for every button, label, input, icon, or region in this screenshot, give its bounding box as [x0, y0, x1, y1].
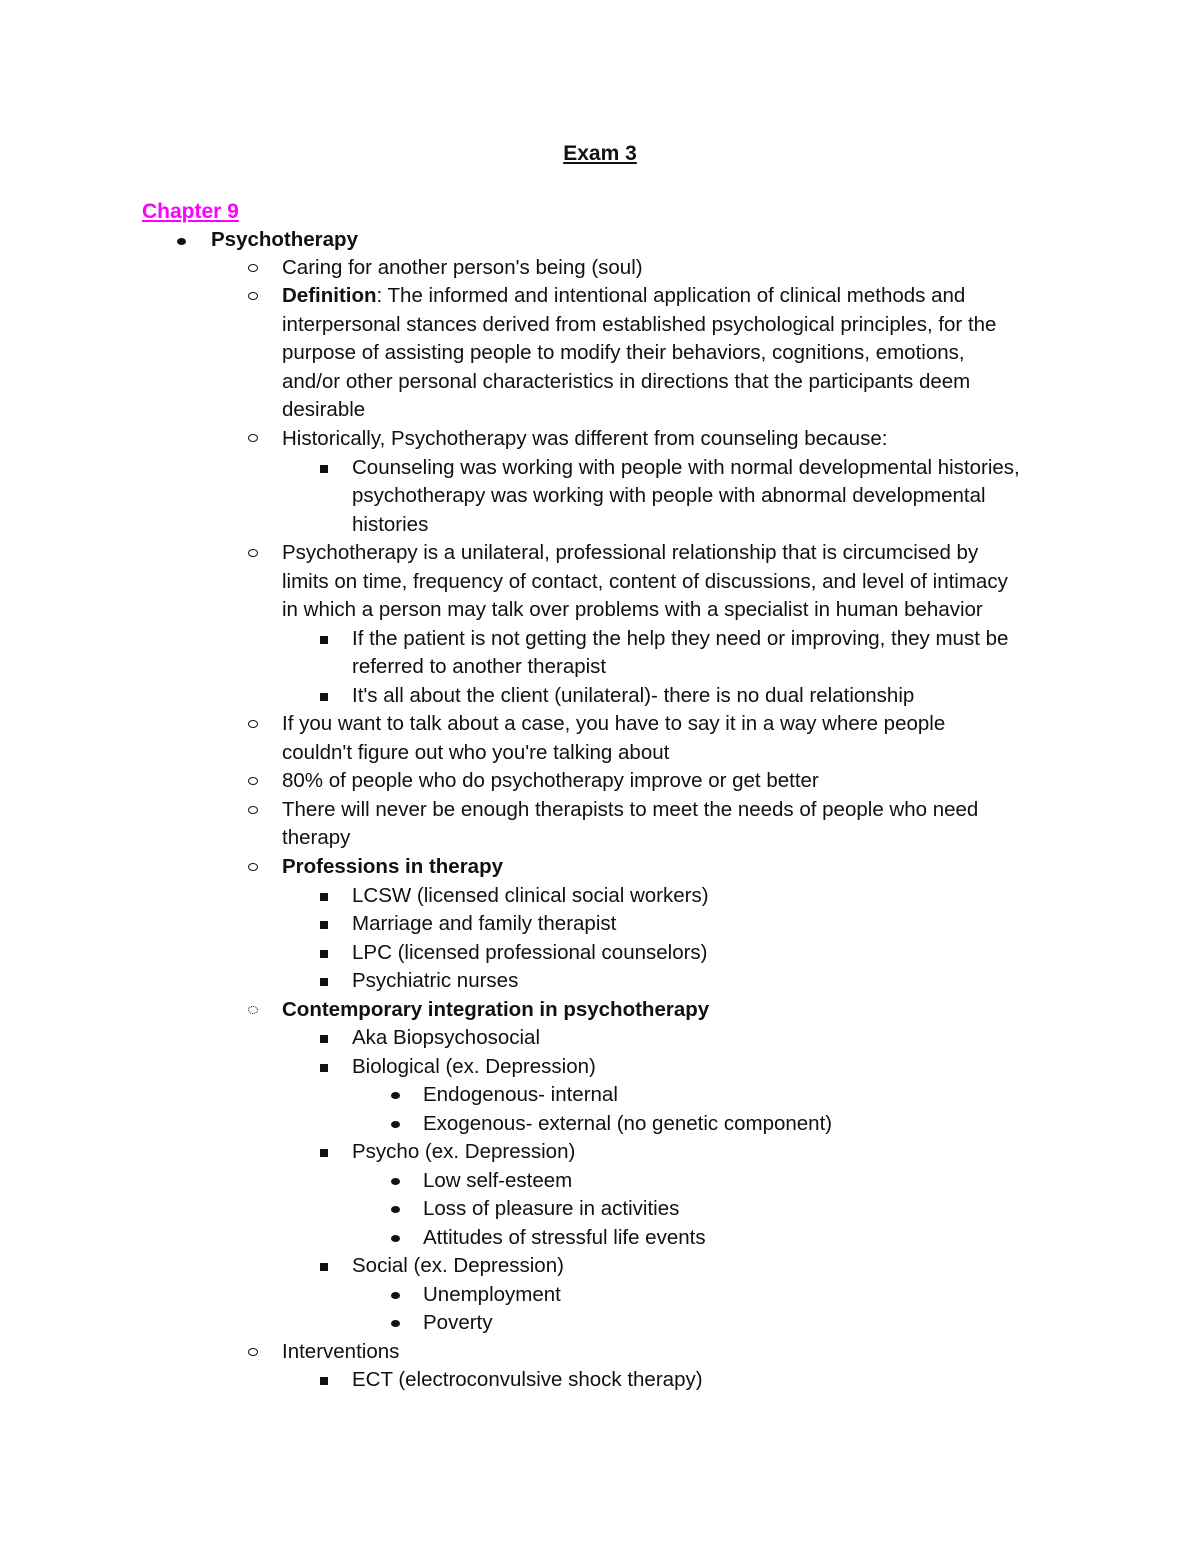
bullet-circle-icon [248, 806, 258, 814]
professions-heading: Professions in therapy [282, 855, 504, 878]
definition-line: interpersonal stances derived from established psychological principles, for the [282, 313, 997, 336]
list-item: Loss of pleasure in activities [423, 1197, 680, 1220]
bullet-square-icon [320, 1263, 328, 1271]
definition-line [282, 282, 965, 311]
bullet-disc-icon [391, 1292, 400, 1299]
bullet-square-icon [320, 1377, 328, 1385]
list-item: Caring for another person's being (soul) [282, 256, 643, 279]
list-item-continued: referred to another therapist [352, 655, 607, 678]
list-item-continued: in which a person may talk over problems with a specialist in human behavior [282, 598, 983, 621]
list-item-continued: couldn't figure out who you're talking about [282, 741, 670, 764]
bullet-square-icon [320, 950, 328, 958]
bullet-square-icon [320, 1035, 328, 1043]
bullet-circle-icon [248, 549, 258, 557]
bullet-square-icon [320, 893, 328, 901]
bullet-disc-icon [177, 238, 186, 245]
list-item: Historically, Psychotherapy was different from counseling because: [282, 427, 888, 450]
list-item-continued: psychotherapy was working with people with abnormal developmental [352, 484, 986, 507]
bullet-square-icon [320, 636, 328, 644]
list-item: Biological (ex. Depression) [352, 1055, 596, 1078]
definition-text: : The informed and intentional application of clinical methods and [376, 284, 966, 307]
list-item: Marriage and family therapist [352, 912, 617, 935]
list-item: It's all about the client (unilateral)- there is no dual relationship [352, 684, 915, 707]
bullet-square-icon [320, 693, 328, 701]
bullet-circle-icon [248, 434, 258, 442]
bullet-circle-icon [248, 720, 258, 728]
list-item: 80% of people who do psychotherapy improve or get better [282, 769, 819, 792]
bullet-square-icon [320, 921, 328, 929]
list-item: Psycho (ex. Depression) [352, 1140, 576, 1163]
bullet-disc-icon [391, 1206, 400, 1213]
bullet-square-icon [320, 465, 328, 473]
bullet-disc-icon [391, 1320, 400, 1327]
list-item-continued: histories [352, 513, 429, 536]
list-item-continued: limits on time, frequency of contact, content of discussions, and level of intimacy [282, 570, 1008, 593]
list-item: If the patient is not getting the help they need or improving, they must be [352, 627, 1009, 650]
bullet-disc-icon [391, 1235, 400, 1242]
definition-line: desirable [282, 398, 366, 421]
bullet-circle-icon [248, 1348, 258, 1356]
list-item: Interventions [282, 1340, 400, 1363]
list-item: If you want to talk about a case, you have to say it in a way where people [282, 712, 946, 735]
list-item: ECT (electroconvulsive shock therapy) [352, 1368, 703, 1391]
list-item: Psychiatric nurses [352, 969, 519, 992]
bullet-circle-icon [248, 1006, 258, 1014]
list-item: Poverty [423, 1311, 493, 1334]
bullet-circle-icon [248, 777, 258, 785]
page-title: Exam 3 [563, 142, 637, 165]
bullet-circle-icon [248, 264, 258, 272]
list-item: LCSW (licensed clinical social workers) [352, 884, 709, 907]
bullet-square-icon [320, 978, 328, 986]
bullet-disc-icon [391, 1092, 400, 1099]
list-item: Low self-esteem [423, 1169, 573, 1192]
list-item: Exogenous- external (no genetic component) [423, 1112, 833, 1135]
bullet-square-icon [320, 1064, 328, 1072]
chapter-heading: Chapter 9 [142, 200, 239, 223]
bullet-disc-icon [391, 1178, 400, 1185]
bullet-disc-icon [391, 1121, 400, 1128]
list-item: Counseling was working with people with normal developmental histories, [352, 456, 1020, 479]
psychotherapy-heading: Psychotherapy [211, 228, 358, 251]
bullet-circle-icon [248, 863, 258, 871]
definition-line: and/or other personal characteristics in directions that the participants deem [282, 370, 971, 393]
list-item: LPC (licensed professional counselors) [352, 941, 708, 964]
list-item: Aka Biopsychosocial [352, 1026, 541, 1049]
integration-heading: Contemporary integration in psychotherapy [282, 998, 710, 1021]
list-item: Attitudes of stressful life events [423, 1226, 706, 1249]
bullet-circle-icon [248, 292, 258, 300]
list-item: Social (ex. Depression) [352, 1254, 564, 1277]
definition-label: Definition [282, 284, 377, 307]
list-item: Endogenous- internal [423, 1083, 618, 1106]
definition-line: purpose of assisting people to modify their behaviors, cognitions, emotions, [282, 341, 965, 364]
list-item-continued: therapy [282, 826, 351, 849]
list-item: There will never be enough therapists to meet the needs of people who need [282, 798, 979, 821]
list-item: Psychotherapy is a unilateral, professional relationship that is circumcised by [282, 541, 979, 564]
list-item: Unemployment [423, 1283, 561, 1306]
bullet-square-icon [320, 1149, 328, 1157]
